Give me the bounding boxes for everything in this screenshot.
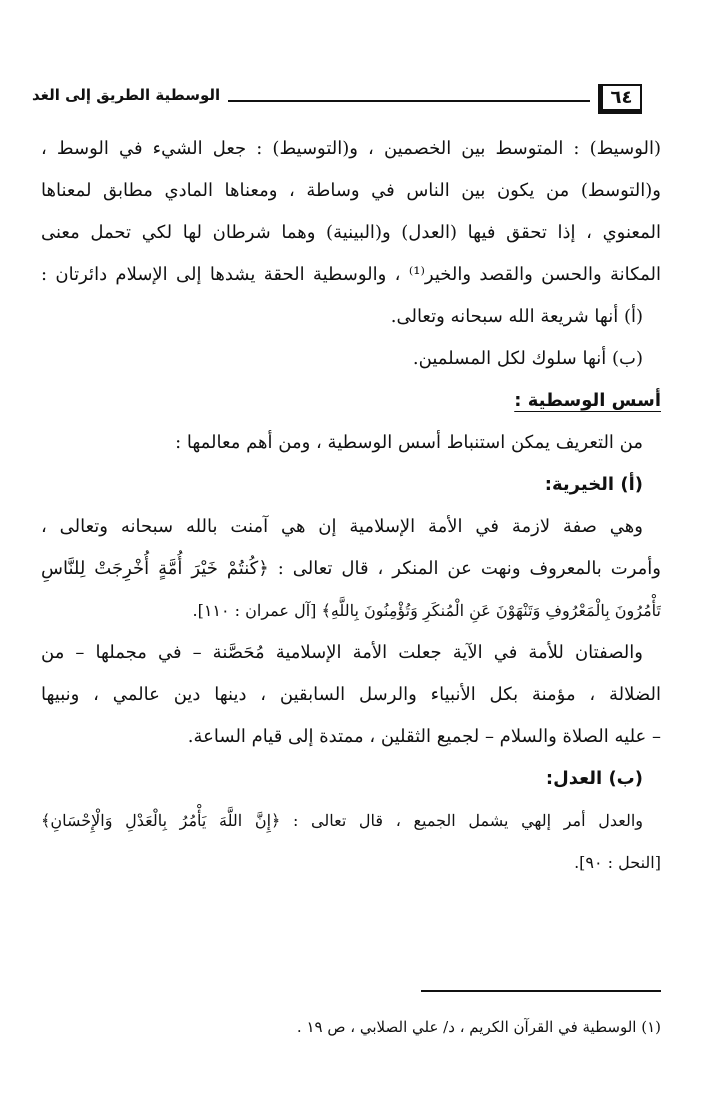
verse-citation: [النحل : ٩٠]. (574, 853, 661, 872)
text-line: من التعريف يمكن استنباط أسس الوسطية ، ومن أهم معالمها : (175, 432, 643, 453)
list-item-a: (أ) أنها شريعة الله سبحانه وتعالى. (390, 306, 643, 327)
text-line: وهي صفة لازمة في الأمة الإسلامية إن هي آمنت بالله سبحانه وتعالى ، (41, 516, 643, 537)
section-heading: أسس الوسطية : (514, 390, 661, 411)
list-item-b: (ب) أنها سلوك لكل المسلمين. (412, 348, 643, 369)
running-header (32, 80, 642, 120)
text-line: – عليه الصلاة والسلام – لجميع الثقلين ، ممتدة إلى قيام الساعة. (187, 726, 661, 747)
text-line: والصفتان للأمة في الآية جعلت الأمة الإسلامية مُحَصَّنة – في مجملها – من (41, 642, 643, 663)
text-line: المعنوي ، إذا تحقق فيها (العدل) و(البينية) وهما شرطان لها لكي تحمل معنى (41, 222, 661, 243)
page-body (41, 128, 661, 884)
text-line: (الوسيط) : المتوسط بين الخصمين ، و(التوسيط) : جعل الشيء في الوسط ، (41, 138, 661, 159)
footnote: (١) الوسطية في القرآن الكريم ، د/ علي الصلابي ، ص ١٩ . (296, 1018, 661, 1036)
text-line: الضلالة ، مؤمنة بكل الأنبياء والرسل السابقين ، دينها دين عالمي ، ونبيها (41, 684, 661, 705)
header-rule (228, 100, 590, 102)
text-line: المكانة والحسن والقصد والخير⁽¹⁾ ، والوسطية الحقة يشدها إلى الإسلام دائرتان : (41, 264, 661, 285)
subheading-khayriyya: (أ) الخيرية: (544, 474, 643, 495)
quran-verse-line: والعدل أمر إلهي يشمل الجميع ، قال تعالى : ﴿إِنَّ اللَّهَ يَأْمُرُ بِالْعَدْلِ وَالْإِحْسَانِ﴾ (41, 811, 643, 830)
text-line: و(التوسط) من يكون بين الناس في وساطة ، ومعناها المادي مطابق لمعناها (41, 180, 661, 201)
quran-verse-line: تَأْمُرُونَ بِالْمَعْرُوفِ وَتَنْهَوْنَ عَنِ الْمُنكَرِ وَتُؤْمِنُونَ بِاللَّهِ﴾ [آل عمران : ١١٠]. (192, 601, 661, 620)
text-line: وأمرت بالمعروف ونهت عن المنكر ، قال تعالى : ﴿كُنتُمْ خَيْرَ أُمَّةٍ أُخْرِجَتْ لِلنَّاسِ (41, 558, 661, 579)
footnote-rule (421, 990, 661, 992)
running-title: الوسطية الطريق إلى الغد (32, 86, 221, 104)
page-number: ٦٤ (598, 84, 642, 114)
subheading-adl: (ب) العدل: (545, 768, 643, 789)
